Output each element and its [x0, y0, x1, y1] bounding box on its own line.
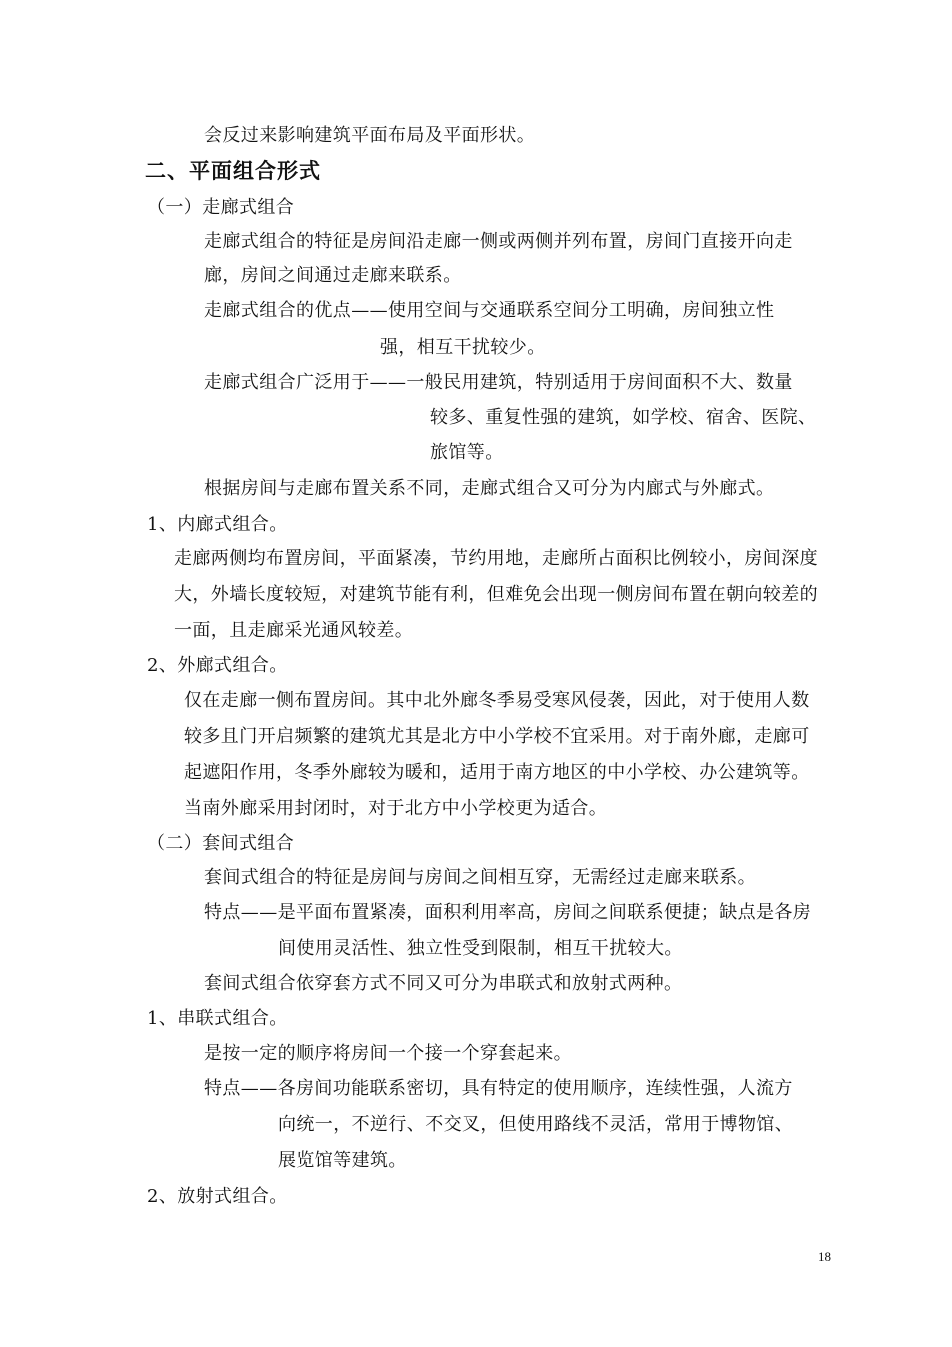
subsection-heading: （二）套间式组合 [147, 833, 295, 854]
numbered-heading: 1、串联式组合。 [147, 1008, 288, 1029]
text-line: 较多、重复性强的建筑，如学校、宿舍、医院、 [430, 407, 817, 428]
text-line: 旅馆等。 [430, 442, 504, 463]
text-line: 特点——各房间功能联系密切，具有特定的使用顺序，连续性强，人流方 [204, 1078, 793, 1099]
text-line: 大，外墙长度较短，对建筑节能有利，但难免会出现一侧房间布置在朝向较差的 [174, 584, 818, 605]
text-line: 套间式组合的特征是房间与房间之间相互穿，无需经过走廊来联系。 [204, 867, 756, 888]
text-line: 展览馆等建筑。 [278, 1150, 407, 1171]
text-line: 起遮阳作用，冬季外廊较为暖和，适用于南方地区的中小学校、办公建筑等。 [184, 762, 810, 783]
text-line: 强，相互干扰较少。 [380, 337, 546, 358]
section-heading: 二、平面组合形式 [145, 159, 321, 183]
text-line: 间使用灵活性、独立性受到限制，相互干扰较大。 [278, 938, 683, 959]
page-number: 18 [818, 1249, 831, 1264]
numbered-heading: 1、内廊式组合。 [147, 514, 288, 535]
subsection-heading: （一）走廊式组合 [147, 197, 295, 218]
text-line: 根据房间与走廊布置关系不同，走廊式组合又可分为内廊式与外廊式。 [204, 478, 775, 499]
text-line: 套间式组合依穿套方式不同又可分为串联式和放射式两种。 [204, 973, 683, 994]
text-line: 较多且门开启频繁的建筑尤其是北方中小学校不宜采用。对于南外廊，走廊可 [184, 726, 810, 747]
text-line: 当南外廊采用封闭时，对于北方中小学校更为适合。 [184, 798, 608, 819]
numbered-heading: 2、放射式组合。 [147, 1186, 288, 1207]
text-line: 走廊两侧均布置房间，平面紧凑，节约用地，走廊所占面积比例较小，房间深度 [174, 548, 818, 569]
text-line: 走廊式组合广泛用于——一般民用建筑，特别适用于房间面积不大、数量 [204, 372, 793, 393]
text-line: 会反过来影响建筑平面布局及平面形状。 [204, 125, 536, 146]
text-line: 走廊式组合的特征是房间沿走廊一侧或两侧并列布置，房间门直接开向走 [204, 231, 793, 252]
text-line: 廊，房间之间通过走廊来联系。 [204, 265, 462, 286]
text-line: 特点——是平面布置紧凑，面积利用率高，房间之间联系便捷；缺点是各房 [204, 902, 812, 923]
numbered-heading: 2、外廊式组合。 [147, 655, 288, 676]
text-line: 向统一，不逆行、不交叉，但使用路线不灵活，常用于博物馆、 [278, 1114, 794, 1135]
text-line: 是按一定的顺序将房间一个接一个穿套起来。 [204, 1043, 572, 1064]
text-line: 走廊式组合的优点——使用空间与交通联系空间分工明确，房间独立性 [204, 300, 775, 321]
text-line: 仅在走廊一侧布置房间。其中北外廊冬季易受寒风侵袭，因此，对于使用人数 [184, 690, 810, 711]
text-line: 一面，且走廊采光通风较差。 [174, 620, 414, 641]
